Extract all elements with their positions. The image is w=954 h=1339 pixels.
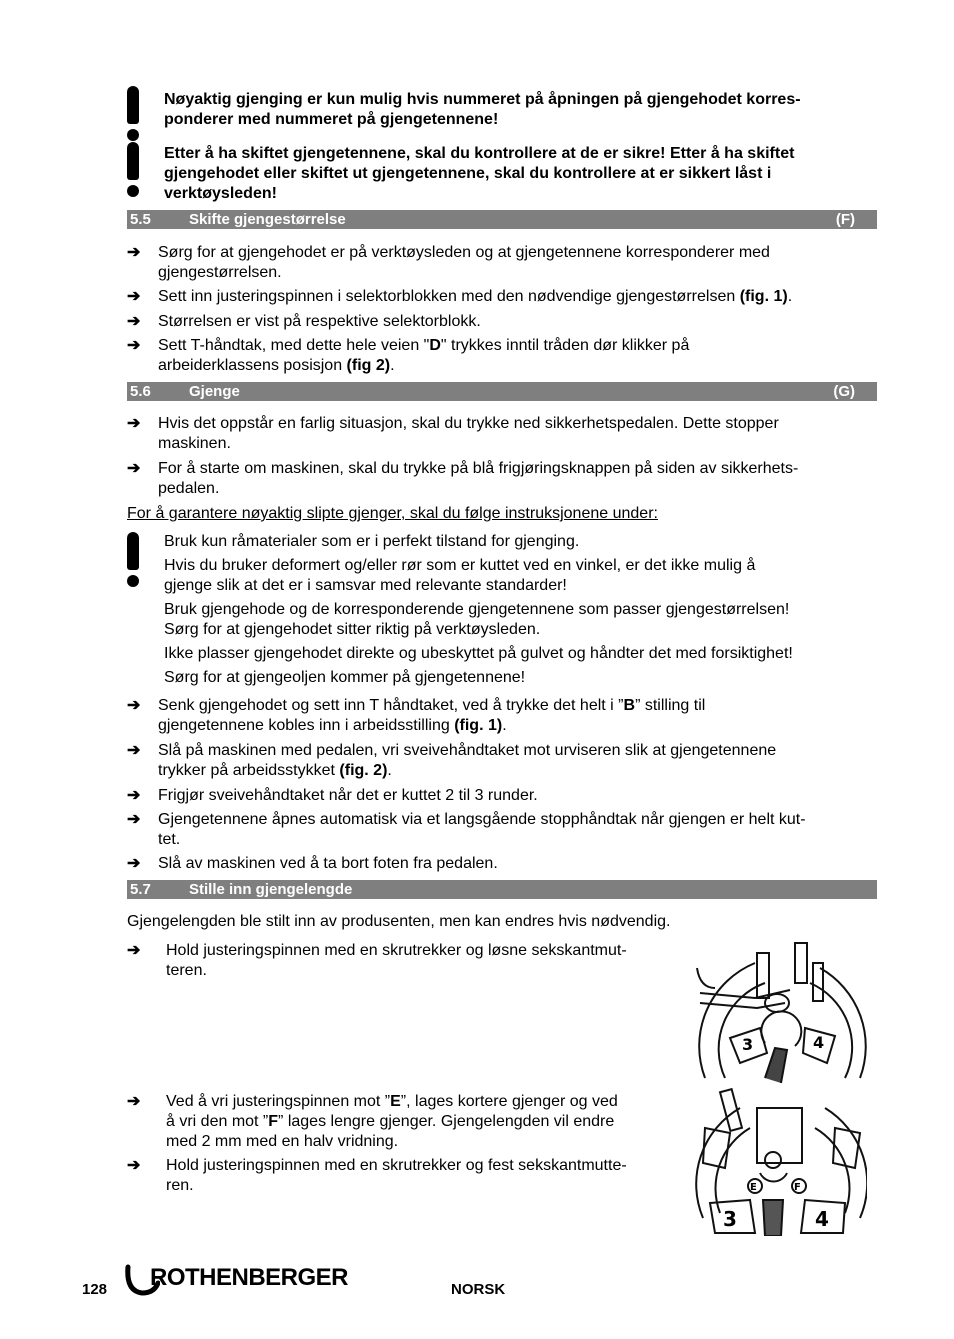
fig-label-f: F [794, 1182, 801, 1193]
arrow-icon: ➔ [127, 415, 141, 432]
list-item: ➔ Ved å vri justeringspinnen mot ”E”, lages kortere gjenger og ved å vri den mot ”F” lages lengre gjenger. Gjengelengden vil endre med 2 mm med en halv vridning. [127, 1093, 618, 1150]
brand-name: ROTHENBERGER [150, 1264, 349, 1291]
arrow-icon: ➔ [127, 811, 141, 828]
warning-text-1: Nøyaktig gjenging er kun mulig hvis nummeret på åpningen på gjengehodet korres- ponderer med nummeret på gjengetennene! [164, 91, 801, 128]
section-intro: Gjengelengden ble stilt inn av produsenten, men kan endres hvis nødvendig. [127, 913, 671, 930]
page-number: 128 [82, 1281, 108, 1298]
warning-icon [126, 142, 140, 197]
arrow-icon: ➔ [127, 288, 141, 305]
figure-adjust-loosen [695, 938, 867, 1086]
section-header-5-5: 5.5 Skifte gjengestørrelse (F) [127, 210, 877, 229]
arrow-icon: ➔ [127, 942, 141, 959]
arrow-icon: ➔ [127, 1157, 141, 1174]
section-header-5-7: 5.7 Stille inn gjengelengde [127, 880, 877, 899]
fig-label-4: 4 [815, 1207, 829, 1231]
list-item: ➔ Hold justeringspinnen med en skrutrekker og fest sekskantmutte- ren. [127, 1157, 627, 1194]
warning-text-2: Etter å ha skiftet gjengetennene, skal du kontrollere at de er sikre! Etter å ha skiftet gjengehodet eller skiftet ut gjengetennene, skal du kontrollere at er sikkert låst i verktøysleden! [164, 145, 795, 202]
arrow-icon: ➔ [127, 313, 141, 330]
list-item: ➔ Slå av maskinen ved å ta bort foten fra pedalen. [127, 855, 498, 872]
arrow-icon: ➔ [127, 697, 141, 714]
fig-label-e: E [750, 1182, 757, 1193]
arrow-icon: ➔ [127, 460, 141, 477]
warning-icon [126, 86, 140, 141]
arrow-icon: ➔ [127, 742, 141, 759]
list-item: ➔ Sett T-håndtak, med dette hele veien "D" trykkes inntil tråden dør klikker på arbeiderklassens posisjon (fig 2). [127, 337, 690, 374]
figure-adjust-direction [695, 1088, 867, 1236]
list-item: ➔ Størrelsen er vist på respektive selektorblokk. [127, 313, 481, 330]
list-item: ➔ Slå på maskinen med pedalen, vri sveivehåndtaket mot urviseren slik at gjengetennene trykker på arbeidsstykket (fig. 2). [127, 742, 777, 779]
list-item: ➔ Hold justeringspinnen med en skrutrekker og løsne sekskantmut- teren. [127, 942, 627, 979]
list-item: ➔ Gjengetennene åpnes automatisk via et langsgående stopphåndtak når gjengen er helt kut- tet. [127, 811, 806, 848]
warning-icon [126, 532, 140, 587]
arrow-icon: ➔ [127, 244, 141, 261]
list-item: ➔ Senk gjengehodet og sett inn T håndtaket, ved å trykke det helt i ”B” stilling til gjengetennene kobles inn i arbeidsstilling (fig. 1). [127, 697, 706, 734]
fig-label-4: 4 [813, 1033, 825, 1052]
warning-list: Bruk kun råmaterialer som er i perfekt tilstand for gjenging. Hvis du bruker deformert og/eller rør som er kuttet ved en vinkel, er det ikke mulig å gjenge slik at det er i samsvar med relevante standarder! Bruk gjengehode og de korresponderende gjengetennene som passer gjengestørrelsen! Sørg for at gjengehodet sitter riktig på verktøysleden. Ikke plasser gjengehodet direkte og ubeskyttet på gulvet og håndter det med forsiktighet! Sørg for at gjengeoljen kommer på gjengetennene! [164, 533, 793, 686]
arrow-icon: ➔ [127, 855, 141, 872]
list-item: ➔ For å starte om maskinen, skal du trykke på blå frigjøringsknappen på siden av sikkerhets- pedalen. [127, 460, 799, 497]
list-item: ➔ Sørg for at gjengehodet er på verktøysleden og at gjengetennene korresponderer med gjengestørrelsen. [127, 244, 770, 281]
list-item: ➔ Hvis det oppstår en farlig situasjon, skal du trykke ned sikkerhetspedalen. Dette stopper maskinen. [127, 415, 779, 452]
instruction-intro: For å garantere nøyaktig slipte gjenger, skal du følge instruksjonene under: [127, 505, 658, 522]
arrow-icon: ➔ [127, 787, 141, 804]
fig-label-3: 3 [723, 1207, 737, 1231]
arrow-icon: ➔ [127, 1093, 141, 1110]
arrow-icon: ➔ [127, 337, 141, 354]
list-item: ➔ Frigjør sveivehåndtaket når det er kuttet 2 til 3 runder. [127, 787, 538, 804]
fig-label-3: 3 [742, 1035, 754, 1054]
section-header-5-6: 5.6 Gjenge (G) [127, 382, 877, 401]
list-item: ➔ Sett inn justeringspinnen i selektorblokken med den nødvendige gjengestørrelsen (fig. 1). [127, 288, 793, 305]
language-label: NORSK [451, 1281, 506, 1298]
